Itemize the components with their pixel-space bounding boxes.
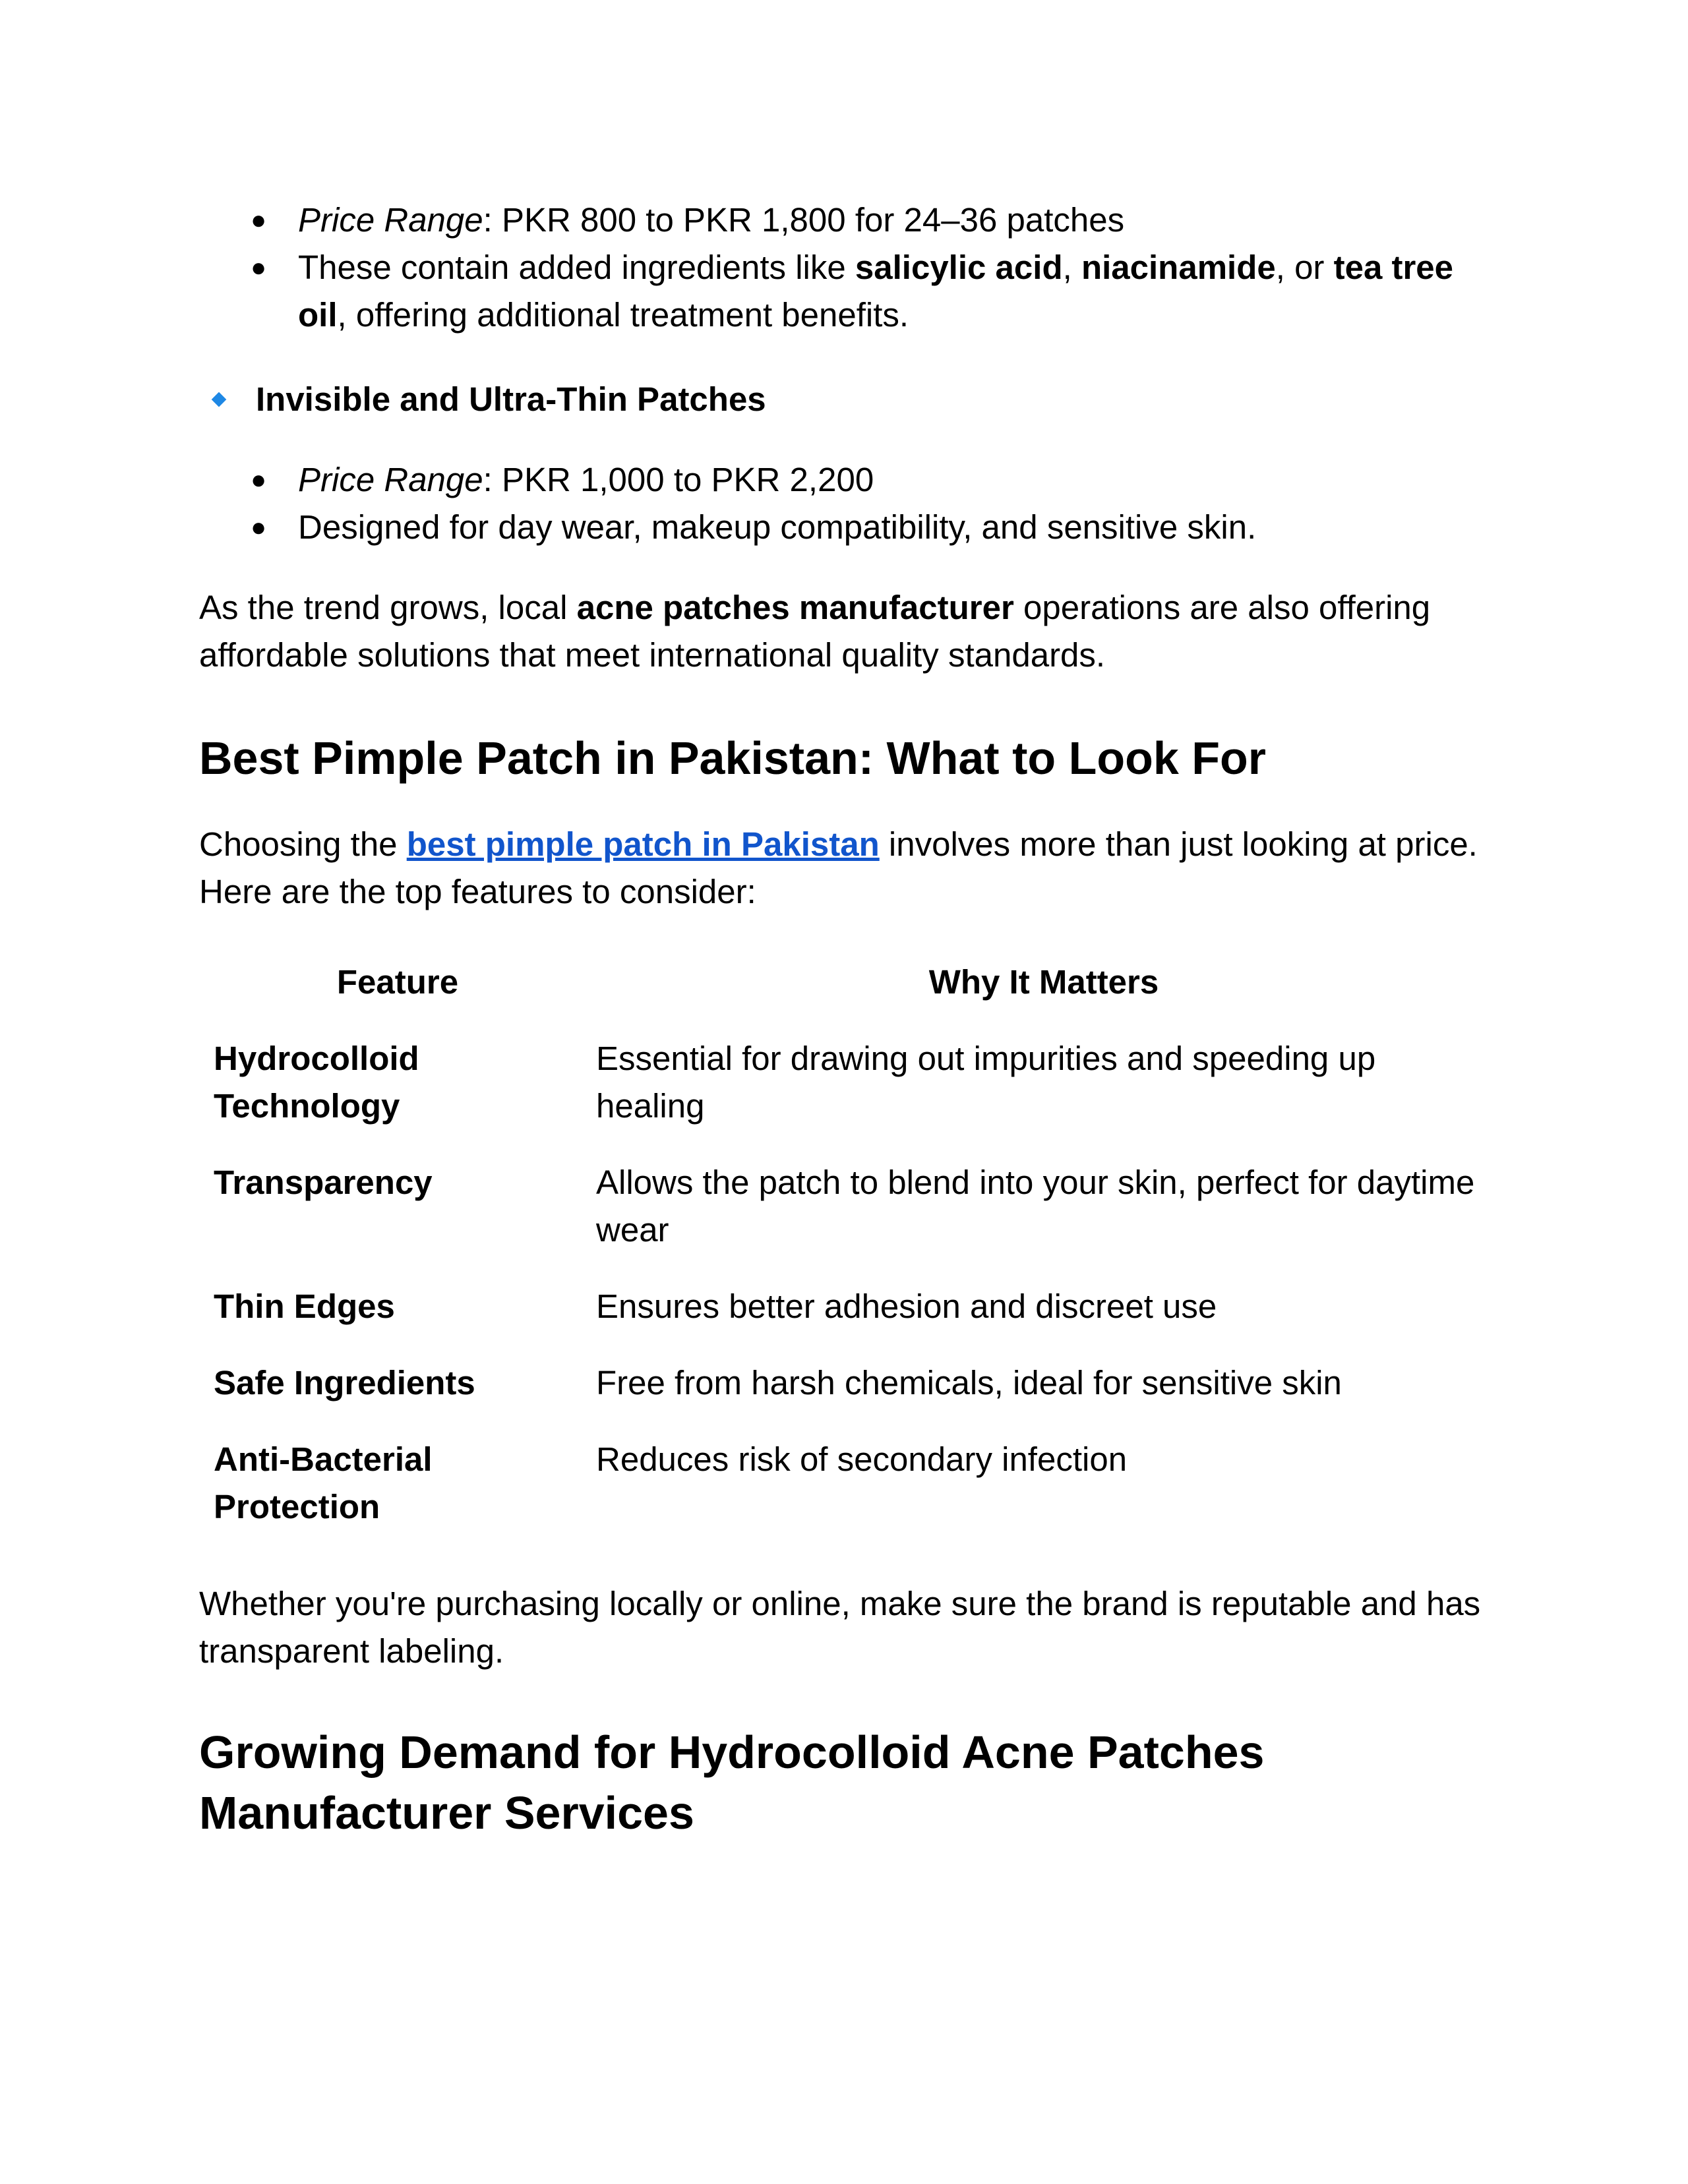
ingredient-niacinamide: niacinamide	[1081, 249, 1276, 286]
why-cell: Free from harsh chemicals, ideal for sensitive skin	[596, 1364, 1342, 1402]
feature-cell: Anti-Bacterial Protection	[214, 1440, 433, 1525]
column-header-feature: Feature	[336, 963, 459, 1001]
why-cell: Allows the patch to blend into your skin, perfect for daytime wear	[596, 1164, 1475, 1249]
list-text: ,	[1062, 249, 1081, 286]
section-heading: Growing Demand for Hydrocolloid Acne Patches Manufacturer Services	[199, 1727, 1265, 1839]
feature-cell: Thin Edges	[214, 1287, 395, 1325]
subheading-text: Invisible and Ultra-Thin Patches	[256, 380, 766, 418]
bullet-icon: ●	[251, 513, 267, 542]
list-text: , or	[1275, 249, 1334, 286]
price-range-label: Price Range	[298, 201, 483, 239]
paragraph-text: involves more than just looking at price. Here are the top features to consider:	[199, 825, 1478, 910]
list-item	[199, 456, 1492, 504]
table-row	[199, 1035, 1492, 1159]
diamond-bullet-icon	[212, 392, 227, 407]
feature-cell: Hydrocolloid Technology	[214, 1040, 419, 1125]
bullet-icon: ●	[251, 253, 267, 282]
table-header-row	[199, 959, 1492, 1035]
why-cell: Ensures better adhesion and discreet use	[596, 1287, 1217, 1325]
list-item	[199, 244, 1492, 339]
why-cell: Reduces risk of secondary infection	[596, 1440, 1128, 1478]
list-text: These contain added ingredients like	[298, 249, 855, 286]
bullet-icon: ●	[251, 206, 267, 235]
ingredient-salicylic: salicylic acid	[855, 249, 1063, 286]
table-row	[199, 1436, 1492, 1560]
list-text: Designed for day wear, makeup compatibility, and sensitive skin.	[298, 508, 1257, 546]
feature-cell: Transparency	[214, 1164, 433, 1201]
paragraph-choosing	[199, 821, 1492, 916]
column-header-why: Why It Matters	[928, 963, 1159, 1001]
feature-cell: Safe Ingredients	[214, 1364, 475, 1402]
bullet-list-invisible	[199, 456, 1492, 551]
list-item	[199, 196, 1492, 244]
list-item	[199, 504, 1492, 551]
best-pimple-patch-link[interactable]: best pimple patch in Pakistan	[406, 825, 880, 863]
subheading-invisible-patches	[199, 376, 766, 423]
features-table	[199, 959, 1492, 1560]
bullet-list-standard	[199, 196, 1492, 339]
price-range-label: Price Range	[298, 461, 483, 498]
table-row	[199, 1283, 1492, 1359]
paragraph-text: Choosing the	[199, 825, 407, 863]
paragraph-purchasing: Whether you're purchasing locally or online, make sure the brand is reputable and has transparent labeling.	[199, 1585, 1481, 1670]
bullet-icon: ●	[251, 465, 267, 494]
paragraph-text: operations are also offering affordable solutions that meet international quality standards.	[199, 589, 1431, 674]
list-text: , offering additional treatment benefits.	[337, 296, 909, 334]
why-cell: Essential for drawing out impurities and speeding up healing	[596, 1040, 1376, 1125]
section-heading: Best Pimple Patch in Pakistan: What to Look For	[199, 732, 1266, 784]
table-row	[199, 1159, 1492, 1283]
price-range-text: : PKR 1,000 to PKR 2,200	[483, 461, 874, 498]
paragraph-text: As the trend grows, local	[199, 589, 577, 626]
bold-phrase: acne patches manufacturer	[576, 589, 1014, 626]
table-row	[199, 1359, 1492, 1436]
price-range-text: : PKR 800 to PKR 1,800 for 24–36 patches	[483, 201, 1125, 239]
paragraph-trend	[199, 584, 1492, 679]
ingredient-tea-tree: tea tree oil	[298, 249, 1454, 334]
